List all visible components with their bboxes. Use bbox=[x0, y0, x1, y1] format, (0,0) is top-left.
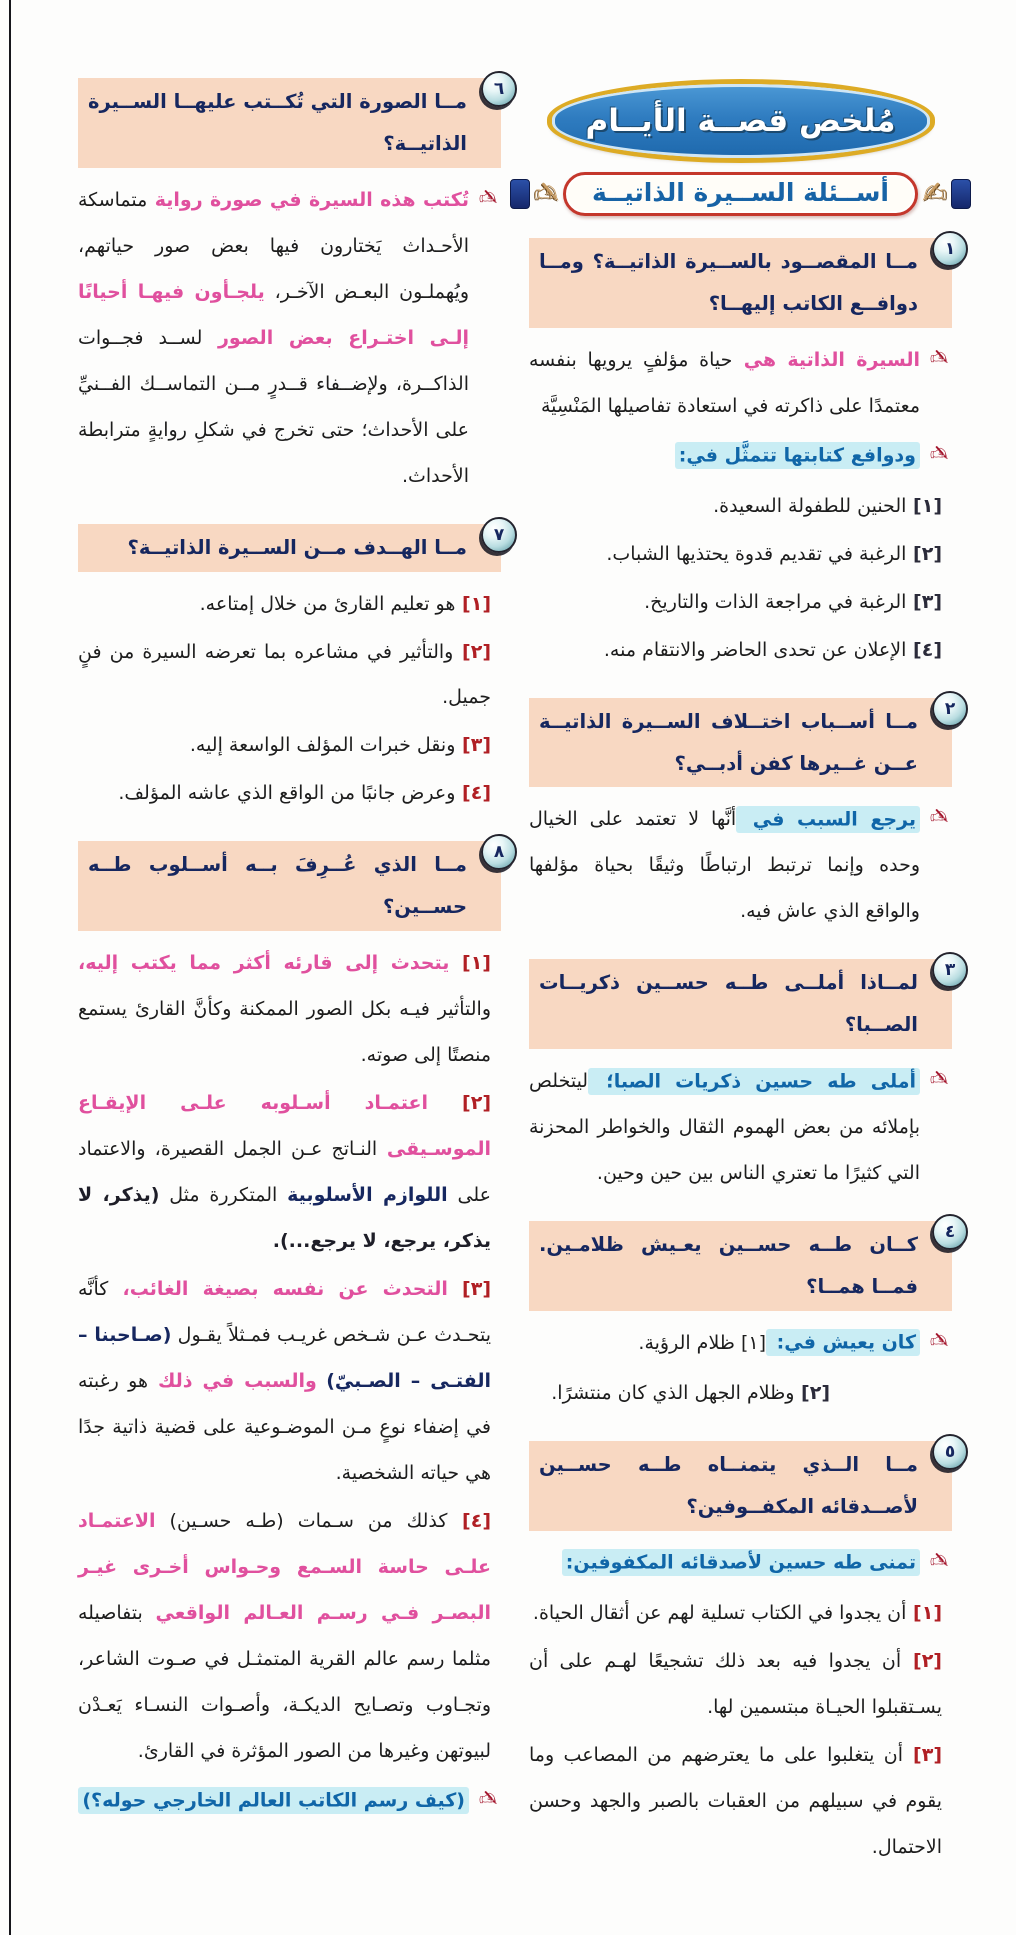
list-item bbox=[78, 1499, 501, 1775]
answer bbox=[529, 338, 952, 430]
answer bbox=[529, 1321, 952, 1367]
question-number-badge: ٤ bbox=[932, 1214, 968, 1250]
pink-text-run: يلجـأون فيهـا أحيانًا إلـى اختـراع بعض الصور bbox=[78, 280, 469, 349]
cyan-text-run: كان يعيش في: bbox=[766, 1329, 920, 1356]
text-run: النـاتج عـن الجمل القصيرة، والاعتماد على bbox=[78, 1138, 491, 1207]
question-header bbox=[529, 698, 956, 788]
item-marker: [٤] bbox=[455, 782, 491, 805]
answer-text bbox=[529, 434, 920, 480]
question-number-badge: ٣ bbox=[932, 952, 968, 988]
item-marker: [٤] bbox=[447, 1509, 491, 1532]
question-title: مــا المقصــود بالســيرة الذاتيــة؟ ومــا دوافــع الكاتب إليهــا؟ bbox=[529, 238, 952, 328]
question-title: مــا الذي عُــرِفَ بــه أســلوب طــه حســين؟ bbox=[78, 841, 501, 931]
hand-pen-icon: ✍ bbox=[922, 176, 948, 211]
list-item bbox=[529, 1371, 952, 1417]
text-run: ونقل خبرات المؤلف الواسعة إليه. bbox=[189, 734, 456, 757]
writing-hand-icon: ✍ bbox=[929, 1067, 949, 1093]
list-item bbox=[78, 1267, 501, 1497]
item-marker: [٢] bbox=[453, 640, 491, 663]
text-run: متماسكة الأحـداث يَختارون فيها بعض صور حياتهم، ويُهملـون البعـض الآخـر، bbox=[78, 188, 469, 303]
question-header bbox=[529, 238, 956, 328]
item-marker: [١] bbox=[455, 592, 491, 615]
answer-text bbox=[529, 797, 920, 935]
question-list-right bbox=[529, 238, 956, 1871]
answer bbox=[78, 178, 501, 500]
text-run: وعرض جانبًا من الواقع الذي عاشه المؤلف. bbox=[118, 782, 456, 805]
list-item bbox=[78, 771, 501, 817]
pink-text-run: الاعتمـاد علـى حاسة السـمع وحـواس أخـرى غيـر البصـر فـي رسـم العـالم الواقعي bbox=[78, 1509, 491, 1624]
question bbox=[78, 524, 505, 818]
list-item bbox=[78, 941, 501, 1079]
text-run: وظلام الجهل الذي كان منتشرًا. bbox=[551, 1381, 795, 1404]
text-run: أنَّها لا تعتمد على الخيال وحده وإنما ترتبط ارتباطًا وثيقًا بحياة مؤلفها والواقع الذي عاش فيه. bbox=[529, 808, 920, 923]
item-marker: [١] bbox=[449, 952, 491, 975]
item-marker: [٣] bbox=[906, 590, 942, 613]
darkbold-text-run: (يذكر، لا يذكر، يرجع، لا يرجع...). bbox=[78, 1184, 491, 1253]
banner-ribbon-icon bbox=[951, 179, 971, 209]
text-run: هو رغبته في إضفاء نوعٍ مـن الموضـوعية على قضية ذاتية جدًا هي حياته الشخصية. bbox=[78, 1369, 491, 1484]
question-number-badge: ٧ bbox=[481, 517, 517, 553]
question-title: مــا أســباب اختــلاف الســيرة الذاتيــة عــن غــيرها كفن أدبــي؟ bbox=[529, 698, 952, 788]
item-marker: [١] bbox=[906, 1601, 942, 1624]
pink-text-run: تُكتب هذه السيرة في صورة رواية bbox=[147, 188, 469, 211]
cyan-text-run: تمنى طه حسين لأصدقائه المكفوفين: bbox=[562, 1549, 920, 1576]
text-run: أن يجدوا في الكتاب تسلية لهم عن أثقال الحياة. bbox=[532, 1601, 907, 1624]
text-run: [١] ظلام الرؤية. bbox=[638, 1331, 767, 1354]
pink-text-run: والسبب في ذلك bbox=[148, 1369, 317, 1392]
item-marker: [٢] bbox=[427, 1092, 491, 1115]
question-number-badge: ٦ bbox=[481, 71, 517, 107]
list-item bbox=[529, 484, 952, 530]
navy-text-run: (صـاحبنا – الفتـى – الصـبيّ) bbox=[78, 1323, 491, 1392]
hand-pen-icon: ✍ bbox=[533, 176, 559, 211]
section-subtitle: أســئلة الســيرة الذاتيــة bbox=[563, 172, 918, 216]
writing-hand-icon: ✍ bbox=[929, 345, 949, 371]
item-marker: [٣] bbox=[447, 1278, 491, 1301]
list-item bbox=[78, 723, 501, 769]
cyan-text-run: يرجع السبب في bbox=[736, 806, 920, 833]
writing-hand-icon: ✍ bbox=[929, 805, 949, 831]
text-run: كذلك من سـمات (طـه حسـين) bbox=[155, 1509, 448, 1532]
question-number-badge: ٢ bbox=[932, 691, 968, 727]
question bbox=[529, 1441, 956, 1871]
column-left bbox=[78, 78, 505, 1895]
page-border-line bbox=[9, 0, 11, 1935]
cyan-text-run: (كيف رسم الكاتب العالم الخارجي حوله؟) bbox=[78, 1787, 469, 1814]
cyan-text-run: أملى طه حسين ذكريات الصبا؛ bbox=[588, 1068, 920, 1095]
question bbox=[78, 78, 505, 500]
item-marker: [٣] bbox=[455, 734, 491, 757]
writing-hand-icon: ✍ bbox=[929, 441, 949, 467]
item-marker: [١] bbox=[906, 494, 942, 517]
question-header bbox=[529, 1221, 956, 1311]
writing-hand-icon: ✍ bbox=[929, 1548, 949, 1574]
item-marker: [٤] bbox=[906, 638, 942, 661]
answer-text bbox=[529, 1321, 920, 1367]
question-header bbox=[78, 78, 505, 168]
list-item bbox=[78, 630, 501, 722]
writing-hand-icon: ✍ bbox=[929, 1328, 949, 1354]
banner-ribbon-icon bbox=[510, 179, 530, 209]
question bbox=[529, 1221, 956, 1417]
text-run: الرغبة في مراجعة الذات والتاريخ. bbox=[644, 590, 907, 613]
text-run: الحنين للطفولة السعيدة. bbox=[713, 494, 907, 517]
pink-text-run: السيرة الذاتية هي bbox=[732, 348, 920, 371]
item-marker: [٢] bbox=[794, 1381, 830, 1404]
question-title: كــان طــه حســين يعـيش ظلامـين. فمــا همــا؟ bbox=[529, 1221, 952, 1311]
text-run: حياة مؤلفٍ يرويها بنفسه معتمدًا على ذاكرته في استعادة تفاصيلها المَنْسِيَّة bbox=[529, 348, 920, 417]
question-number-badge: ٨ bbox=[481, 834, 517, 870]
item-marker: [٢] bbox=[901, 1649, 942, 1672]
column-right bbox=[529, 78, 956, 1895]
text-run: الإعلان عن تحدى الحاضر والانتقام منه. bbox=[603, 638, 907, 661]
question-number-badge: ١ bbox=[932, 231, 968, 267]
list-item bbox=[529, 628, 952, 674]
list-item bbox=[529, 532, 952, 578]
item-marker: [٢] bbox=[906, 542, 942, 565]
answer bbox=[529, 1059, 952, 1197]
pink-text-run: التحدث عن نفسه بصيغة الغائب، bbox=[108, 1278, 448, 1301]
answer bbox=[529, 797, 952, 935]
list-item bbox=[529, 1639, 952, 1731]
text-run: والتأثير فيـه بكل الصور الممكنة وكأنَّ القارئ يستمع منصتًا إلى صوته. bbox=[78, 998, 491, 1067]
text-run: أن يتغلبوا على ما يعترضهم من المصاعب وما يقوم في سبيلهم من العقبات بالصبر والجهد وحسن الاحتمال. bbox=[529, 1743, 942, 1858]
question bbox=[529, 959, 956, 1197]
text-run: أن يجدوا فيه بعد ذلك تشجيعًا لهـم على أن يسـتقبلوا الحيـاة مبتسمين لها. bbox=[529, 1649, 942, 1718]
question-header bbox=[529, 959, 956, 1049]
writing-hand-icon: ✍ bbox=[478, 185, 498, 211]
cyan-text-run: ودوافع كتابتها تتمثَّل في: bbox=[675, 442, 920, 469]
pink-text-run: اعتمـاد أسـلوبه علـى الإيقـاع الموسـيقى bbox=[78, 1092, 491, 1161]
question bbox=[78, 841, 505, 1824]
text-run: والتأثير في مشاعره بما تعرضه السيرة من فنٍ جميل. bbox=[78, 640, 491, 709]
question-title: لمــاذا أملــى طــه حســين ذكريــات الصــبا؟ bbox=[529, 959, 952, 1049]
question-header bbox=[78, 524, 505, 572]
question-title: مــا الهــدف مــن الســيرة الذاتيــة؟ bbox=[78, 524, 501, 572]
text-run bbox=[317, 1370, 326, 1392]
list-item bbox=[78, 582, 501, 628]
text-run: الرغبة في تقديم قدوة يحتذيها الشباب. bbox=[606, 542, 907, 565]
answer-text bbox=[529, 1059, 920, 1197]
answer bbox=[529, 1541, 952, 1587]
question bbox=[529, 238, 956, 674]
main-title-badge bbox=[552, 84, 930, 158]
section-banner bbox=[529, 172, 952, 216]
answer-text bbox=[78, 178, 469, 500]
question-header bbox=[78, 841, 505, 931]
answer bbox=[529, 434, 952, 480]
answer-text bbox=[529, 1541, 920, 1587]
writing-hand-icon: ✍ bbox=[478, 1786, 498, 1812]
question-list-left bbox=[78, 78, 505, 1825]
question-title: مــا الــذي يتمنــاه طــه حســين لأصــدقائه المكفــوفين؟ bbox=[529, 1441, 952, 1531]
item-marker: [٣] bbox=[903, 1743, 942, 1766]
text-run: المتكررة مثل bbox=[159, 1184, 288, 1207]
question-number-badge: ٥ bbox=[932, 1434, 968, 1470]
text-run: لســد فجــوات الذاكــرة، ولإضــفاء قــدرٍ مــن التماســك الفــنيِّ على الأحداث؛ حتى تخرج في شكلِ روايةٍ مترابطة الأحداث. bbox=[78, 326, 469, 487]
answer-text bbox=[78, 1779, 469, 1825]
list-item bbox=[78, 1081, 501, 1265]
page-title: مُلخص قصــة الأيــام bbox=[585, 103, 896, 139]
pink-text-run: يتحدث إلى قارئه أكثر مما يكتب إليه، bbox=[78, 952, 450, 975]
answer-text bbox=[529, 338, 920, 430]
text-run: هو تعليم القارئ من خلال إمتاعه. bbox=[199, 592, 456, 615]
navy-text-run: اللوازم الأسلوبية bbox=[287, 1184, 448, 1207]
question-header bbox=[529, 1441, 956, 1531]
question-title: مــا الصورة التي تُكــتب عليهــا الســيرة الذاتيــة؟ bbox=[78, 78, 501, 168]
text-run: ليتخلص بإملائه من بعض الهموم الثقال والخواطر المحزنة التي كثيرًا ما تعتري الناس بين حين وحين. bbox=[529, 1070, 920, 1185]
list-item bbox=[529, 580, 952, 626]
text-run: بتفاصيله مثلما رسم عالم القرية المتمثـل في صـوت الشاعر، وتجـاوب وتصـايح الديكـة، وأصـوات النسـاء يَعـدْن لبيوتهن وغيرها من الصور المؤثرة في القارئ. bbox=[78, 1601, 491, 1762]
text-run: كأنَّه يتحـدث عـن شـخص غريـب فمـثلاً يقـول bbox=[78, 1278, 491, 1346]
list-item bbox=[529, 1733, 952, 1871]
list-item bbox=[529, 1591, 952, 1637]
answer bbox=[78, 1779, 501, 1825]
question bbox=[529, 698, 956, 936]
